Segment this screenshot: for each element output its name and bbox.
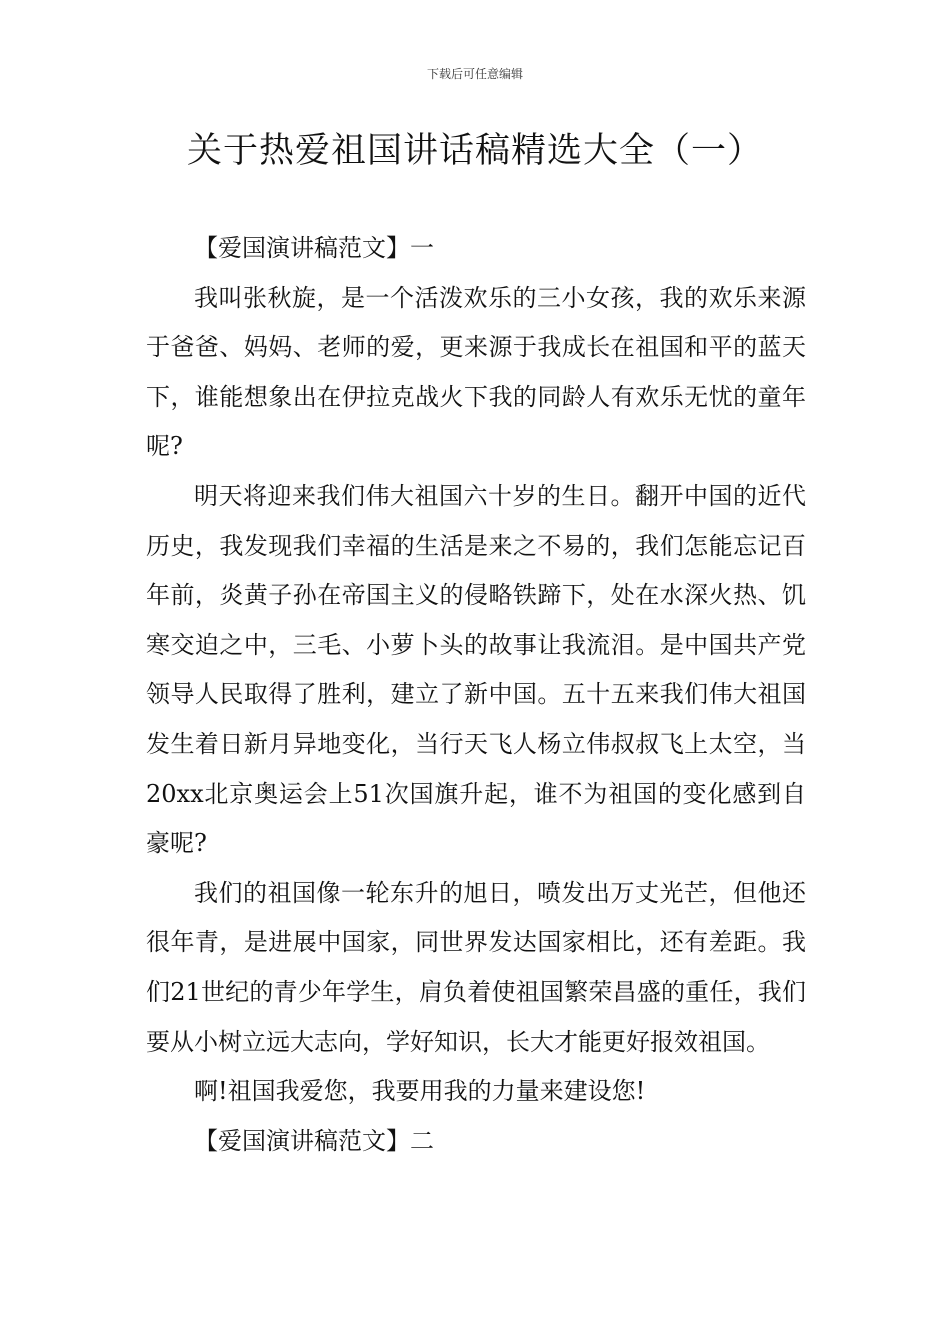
document-body	[146, 224, 806, 1166]
paragraph: 我们的祖国像一轮东升的旭日，喷发出万丈光芒，但他还很年青，是进展中国家，同世界发达国家相比，还有差距。我们21世纪的青少年学生，肩负着使祖国繁荣昌盛的重任，我们要从小树立远大志向，学好知识，长大才能更好报效祖国。	[146, 878, 806, 1056]
paragraph: 啊!祖国我爱您，我要用我的力量来建设您!	[194, 1077, 646, 1106]
section-heading-1: 【爱国演讲稿范文】一	[194, 234, 434, 262]
section-heading-2: 【爱国演讲稿范文】二	[194, 1126, 434, 1155]
paragraph: 明天将迎来我们伟大祖国六十岁的生日。翻开中国的近代历史，我发现我们幸福的生活是来之不易的，我们怎能忘记百年前，炎黄子孙在帝国主义的侵略铁蹄下，处在水深火热、饥寒交迫之中，三毛、小萝卜头的故事让我流泪。是中国共产党领导人民取得了胜利，建立了新中国。五十五来我们伟大祖国发生着日新月异地变化，当行天飞人杨立伟叔叔飞上太空，当20xx北京奥运会上51次国旗升起，谁不为祖国的变化感到自豪呢?	[146, 481, 806, 858]
paragraph: 我叫张秋旋，是一个活泼欢乐的三小女孩，我的欢乐来源于爸爸、妈妈、老师的爱，更来源于我成长在祖国和平的蓝天下，谁能想象出在伊拉克战火下我的同龄人有欢乐无忧的童年呢?	[146, 283, 806, 461]
document-title: 关于热爱祖国讲话稿精选大全（一）	[186, 131, 763, 171]
header-note: 下载后可任意编辑	[426, 67, 523, 81]
